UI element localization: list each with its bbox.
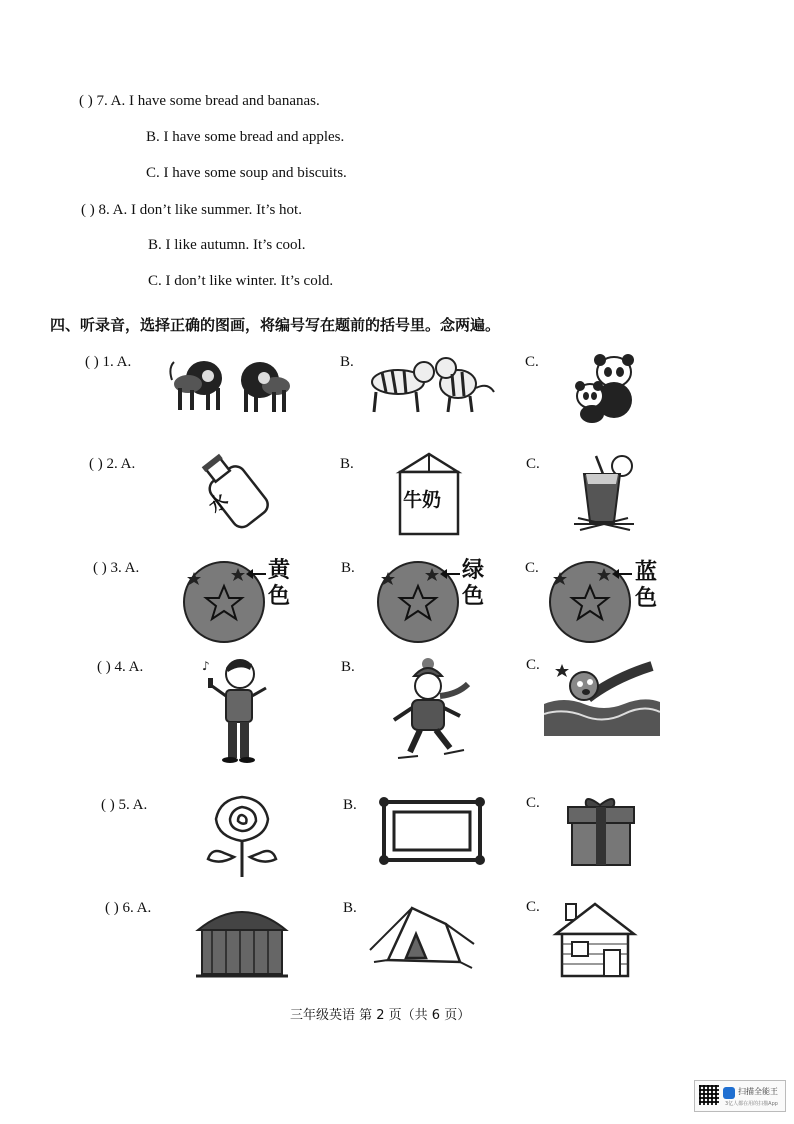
q1-option-b-label: B. [340,354,354,370]
scanner-badge [694,1080,786,1112]
color-word-a-1: 黄 [267,558,290,583]
page-footer: 三年级英语 第 2 页（共 6 页） [290,1008,471,1023]
q4-number: ( ) 4. A. [97,659,144,675]
q2-option-b-label: B. [340,456,354,472]
gift-box-icon [564,793,638,867]
q3-option-b-label: B. [341,560,355,576]
q5-option-b-label: B. [343,797,357,813]
rose-icon [204,793,280,879]
bottle-label: 水 [205,489,233,518]
house-icon [552,898,638,978]
q7-option-b: B. I have some bread and apples. [146,129,345,145]
q6-option-c-label: C. [526,899,540,915]
q6-option-b-label: B. [343,900,357,916]
q8-stem: ( ) 8. A. I don’t like summer. It’s hot. [81,202,302,218]
scanner-badge-title: 扫描全能王 [738,1087,778,1096]
q7-option-c: C. I have some soup and biscuits. [146,165,347,181]
q4-option-b-label: B. [341,659,355,675]
bottle-icon [188,452,283,532]
q7-stem: ( ) 7. A. I have some bread and bananas. [79,93,320,109]
skating-child-icon [384,656,476,764]
color-word-c-1: 蓝 [634,560,657,585]
color-word-a-2: 色 [267,584,290,609]
q5-number: ( ) 5. A. [101,797,148,813]
lions-icon [168,350,293,416]
singing-boy-icon [200,656,280,764]
arrow-icon-b [440,568,460,580]
q6-number: ( ) 6. A. [105,900,152,916]
q2-number: ( ) 2. A. [89,456,136,472]
q3-number: ( ) 3. A. [93,560,140,576]
q1-number: ( ) 1. A. [85,354,132,370]
color-word-b-2: 色 [461,584,484,609]
q4-option-c-label: C. [526,657,540,673]
swimming-child-icon [544,658,660,736]
color-word-b-1: 绿 [461,558,484,583]
q2-option-c-label: C. [526,456,540,472]
scanner-logo-icon [723,1087,735,1099]
hut-icon [192,900,292,978]
q8-option-b: B. I like autumn. It’s cool. [148,237,306,253]
tigers-icon [358,352,498,416]
tent-icon [368,900,476,972]
arrow-icon-a [246,568,266,580]
qr-code-icon [699,1085,719,1105]
q8-option-c: C. I don’t like winter. It’s cold. [148,273,334,289]
color-word-c-2: 色 [634,586,657,611]
q1-option-c-label: C. [525,354,539,370]
section-4-heading: 四、听录音，选择正确的图画，将编号写在题前的括号里。念两遍。 [50,316,501,334]
milk-carton-label: 牛奶 [403,489,442,511]
picture-frame-icon [378,796,486,866]
pandas-icon [570,352,642,426]
q3-option-c-label: C. [525,560,539,576]
juice-glass-icon [570,452,638,532]
arrow-icon-c [612,568,632,580]
q5-option-c-label: C. [526,795,540,811]
scanner-badge-subtitle: 3亿人都在用的扫描App [725,1101,778,1107]
svg-text:♪: ♪ [202,659,210,673]
